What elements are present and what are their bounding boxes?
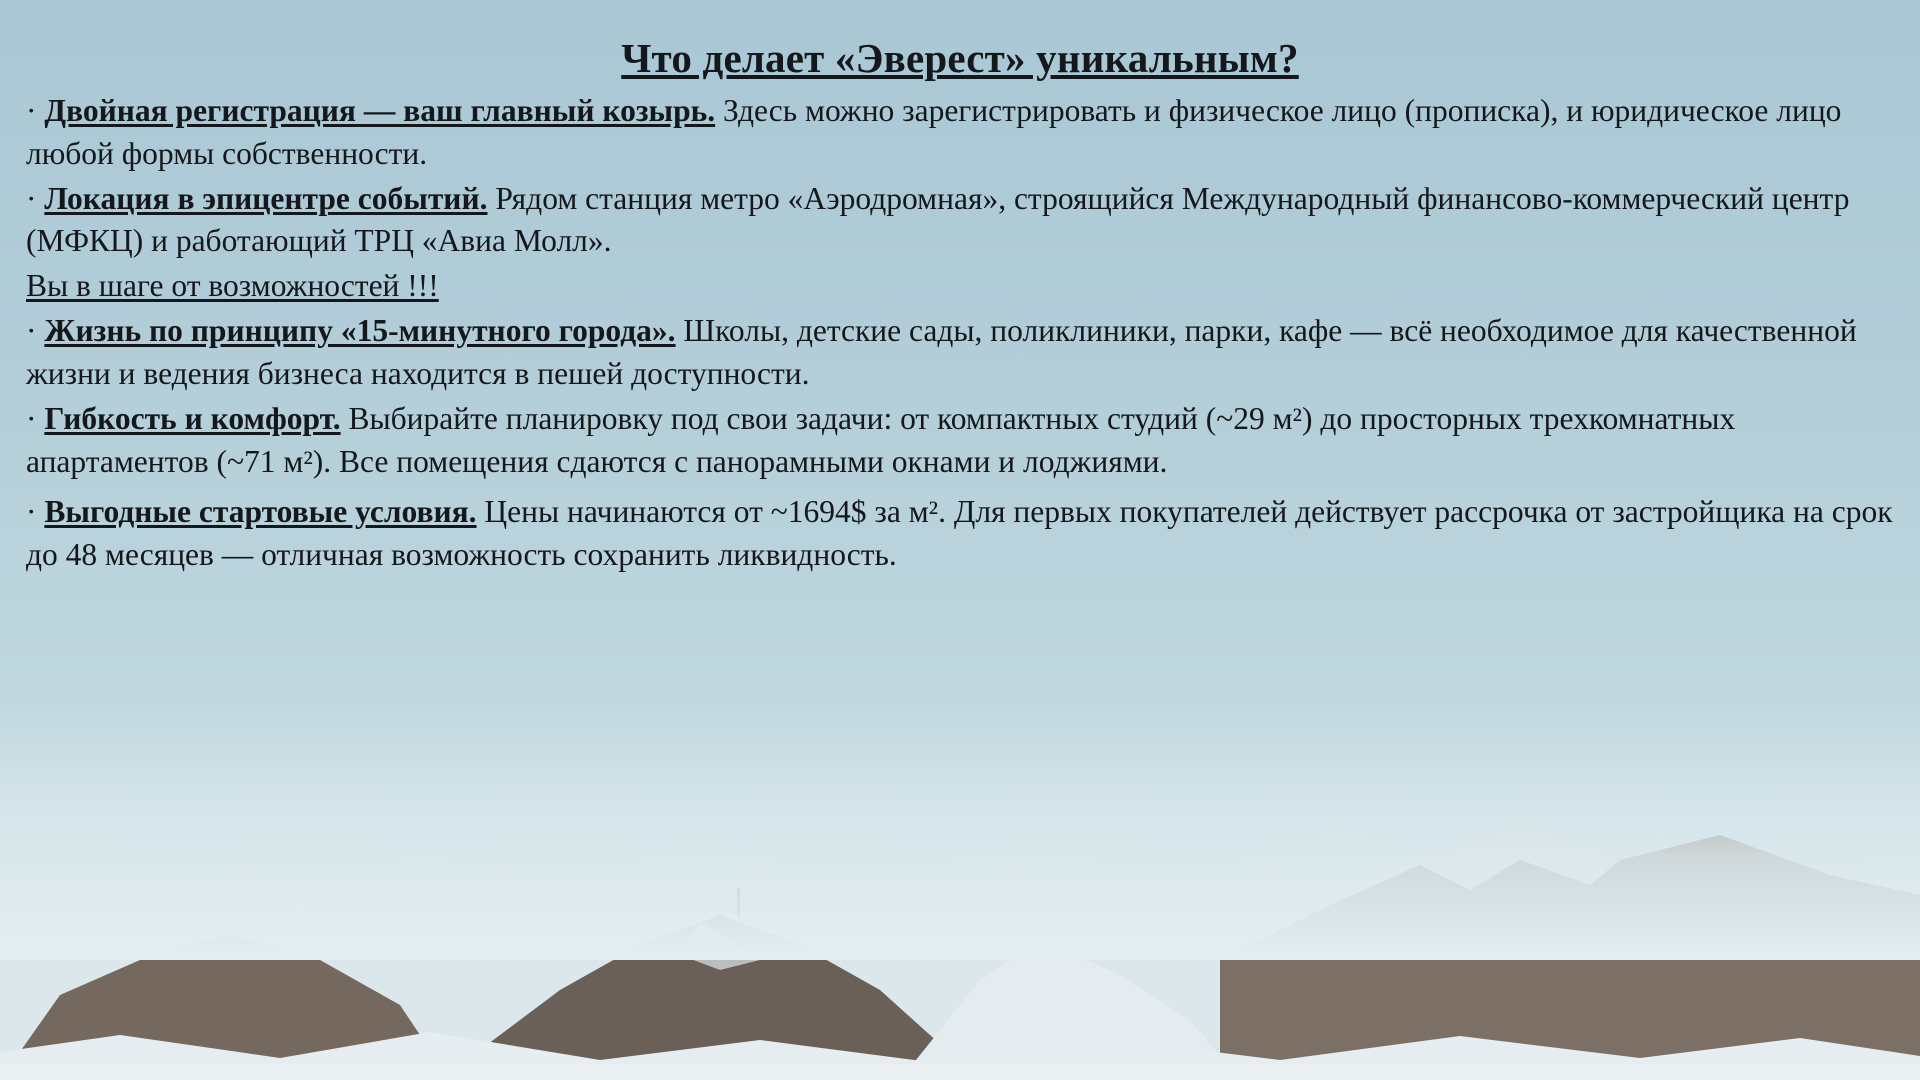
bullet-text: Цены начинаются от ~1694$ за м². Для первых покупателей действует рассрочка от застройщика на срок до 48 месяцев — отличная возможность сохранить ликвидность. [26, 494, 1893, 573]
bullet-text: Здесь можно зарегистрировать и физическое лицо (прописка), и юридическое лицо любой формы собственности. [26, 93, 1842, 171]
bullet-tail-text: Вы в шаге от возможностей !!! [26, 268, 439, 304]
bullet-lead: Двойная регистрация — ваш главный козырь. [44, 93, 716, 128]
bullet-marker: · [26, 400, 37, 436]
bullet-text: Выбирайте планировку под свои задачи: от компактных студий (~29 м²) до просторных трехкомнатных апартаментов (~71 м²). Все помещения сдаются с панорамными окнами и лоджиями. [26, 400, 1736, 479]
bullet-item [26, 178, 1894, 264]
bullet-marker: · [26, 494, 37, 530]
bullet-marker: · [26, 93, 37, 128]
bullet-item [26, 90, 1894, 176]
bullet-text: Школы, детские сады, поликлиники, парки, кафе — всё необходимое для качественной жизни и ведения бизнеса находится в пешей доступности. [26, 313, 1857, 391]
bullet-lead: Локация в эпицентре событий. [44, 180, 488, 216]
bullet-marker: · [26, 180, 37, 216]
bullet-item [26, 398, 1894, 484]
foreground-base [0, 1064, 1920, 1080]
bullet-item [26, 491, 1894, 577]
page-title-text: Что делает «Эверест» уникальным? [621, 35, 1299, 81]
atmospheric-haze [0, 700, 1920, 960]
bullet-lead: Выгодные стартовые условия. [44, 494, 477, 530]
bullet-text: Рядом станция метро «Аэродромная», строящийся Международный финансово-коммерческий центр (МФКЦ) и работающий ТРЦ «Авиа Молл». [26, 180, 1850, 259]
bullet-marker: · [26, 313, 37, 349]
bullet-tail-line [26, 265, 1894, 308]
page-title [26, 34, 1894, 82]
bullet-lead: Жизнь по принципу «15-минутного города». [44, 313, 676, 349]
bullet-lead: Гибкость и комфорт. [44, 400, 341, 436]
bullet-item [26, 310, 1894, 396]
